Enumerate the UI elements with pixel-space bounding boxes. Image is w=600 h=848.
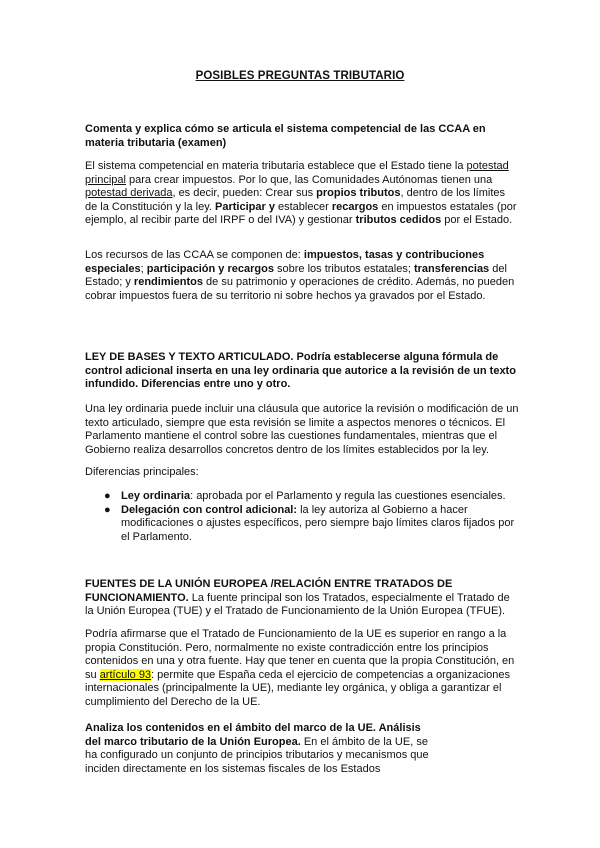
text-run: del Estado; y (85, 262, 507, 289)
text-run-bold: propios tributos (316, 187, 401, 200)
differences-label: Diferencias principales: (85, 466, 199, 478)
text-run: El sistema competencial en materia tributaria establece que el Estado tiene la (85, 160, 467, 172)
question-3 (85, 578, 520, 619)
text-run: , es decir, pueden: Crear sus (172, 187, 317, 200)
text-run: Podría afirmarse que el Tratado de Funcionamiento de la UE es superior en rango a la propia Constitución. Pero, normalmente no existe contradicción entre los principios contenidos en una y otra fuente. Hay que tener en cuenta que la propia Constitución, en su (85, 628, 515, 681)
question-1-paragraph-1 (85, 160, 520, 228)
text-run: de su patrimonio y operaciones de crédito. Además, no pueden cobrar impuestos fuera de su territorio ni sobre hechos ya gravados por el Estado. (85, 276, 515, 302)
text-run-bold: impuestos, tasas y contribuciones especiales (85, 249, 485, 275)
text-run-bold: participación y recargos (146, 262, 274, 275)
question-3-heading: FUENTES DE LA UNIÓN EUROPEA /RELACIÓN ENTRE TRATADOS DE FUNCIONAMIENTO. (85, 578, 453, 604)
question-4-text: En el ámbito de la UE, se ha configurado un conjunto de principios tributarios y mecanismos que inciden directamente en los sistemas fiscales de los Estados (85, 735, 429, 775)
question-4 (85, 722, 435, 776)
question-2-paragraph-1: Una ley ordinaria puede incluir una cláusula que autorice la revisión o modificación de un texto articulado, siempre que esta revisión se limite a aspectos menores o técnicos. El Parlamento mantiene el control sobre las cuestiones fundamentales, mientras que el Gobierno realiza desarrollos concretos dentro de los límites establecidos por la ley. (85, 403, 519, 456)
text-run: por el Estado. (441, 214, 513, 227)
text-run-bold: Participar y (215, 200, 275, 213)
question-2 (85, 351, 520, 392)
list-item-text: : aprobada por el Parlamento y regula las cuestiones esenciales. (190, 490, 506, 502)
question-2-heading: LEY DE BASES Y TEXTO ARTICULADO. Podría establecerse alguna fórmula de control adicional inserta en una ley ordinaria que autorice a la revisión de un texto infundido. Diferencias entre uno y otro. (85, 351, 516, 391)
list-item (104, 490, 520, 504)
text-run-bold: transferencias (413, 262, 490, 275)
text-run: para crear impuestos. Por lo que, las Comunidades Autónomas tienen una (125, 173, 493, 186)
text-run: establecer (274, 200, 332, 213)
question-4-heading: Analiza los contenidos en el ámbito del marco de la UE. Análisis del marco tributario de la Unión Europea. (85, 722, 421, 748)
list-item-term: Delegación con control adicional: (121, 503, 298, 516)
text-run-bold: recargos (331, 200, 379, 213)
text-run-underlined: potestad principal (85, 160, 509, 186)
text-run-bold: tributos cedidos (355, 214, 442, 227)
question-3-intro: La fuente principal son los Tratados, especialmente el Tratado de la Unión Europea (TUE) y el Tratado de Funcionamiento de la Unión Europea (TFUE). (85, 591, 510, 618)
question-1-heading: Comenta y explica cómo se articula el sistema competencial de las CCAA en materia tributaria (examen) (85, 123, 486, 149)
text-run-underlined: potestad derivada (85, 187, 173, 200)
text-run: ; (140, 262, 147, 275)
text-run: , dentro de los límites de la Constitución y la ley. (85, 187, 506, 213)
list-item-term: Ley ordinaria (121, 490, 191, 502)
question-3-paragraph-1 (85, 628, 520, 710)
question-1 (85, 123, 520, 150)
differences-list (85, 490, 520, 544)
page-title: POSIBLES PREGUNTAS TRIBUTARIO (195, 70, 405, 82)
question-1-paragraph-2 (85, 249, 520, 303)
text-run: Los recursos de las CCAA se componen de: (85, 249, 304, 261)
text-run: en impuestos estatales (por ejemplo, al recibir parte del IRPF o del IVA) y gestionar (85, 200, 517, 227)
list-item-text: la ley autoriza al Gobierno a hacer modificaciones o ajustes específicos, pero siempre bajo límites claros fijados por el Parlamento. (121, 503, 515, 543)
bullet-icon: ● (104, 503, 111, 516)
text-run: sobre los tributos estatales; (273, 262, 414, 275)
bullet-icon: ● (104, 490, 111, 502)
text-run: : permite que España ceda el ejercicio de competencias a organizaciones internacionales (principalmente la UE), mediante ley orgánica, y obliga a garantizar el cumplimiento del Derecho de la UE. (85, 668, 510, 708)
highlighted-reference: artículo 93 (99, 668, 152, 681)
text-run-bold: rendimientos (133, 276, 203, 289)
list-item (104, 503, 520, 545)
